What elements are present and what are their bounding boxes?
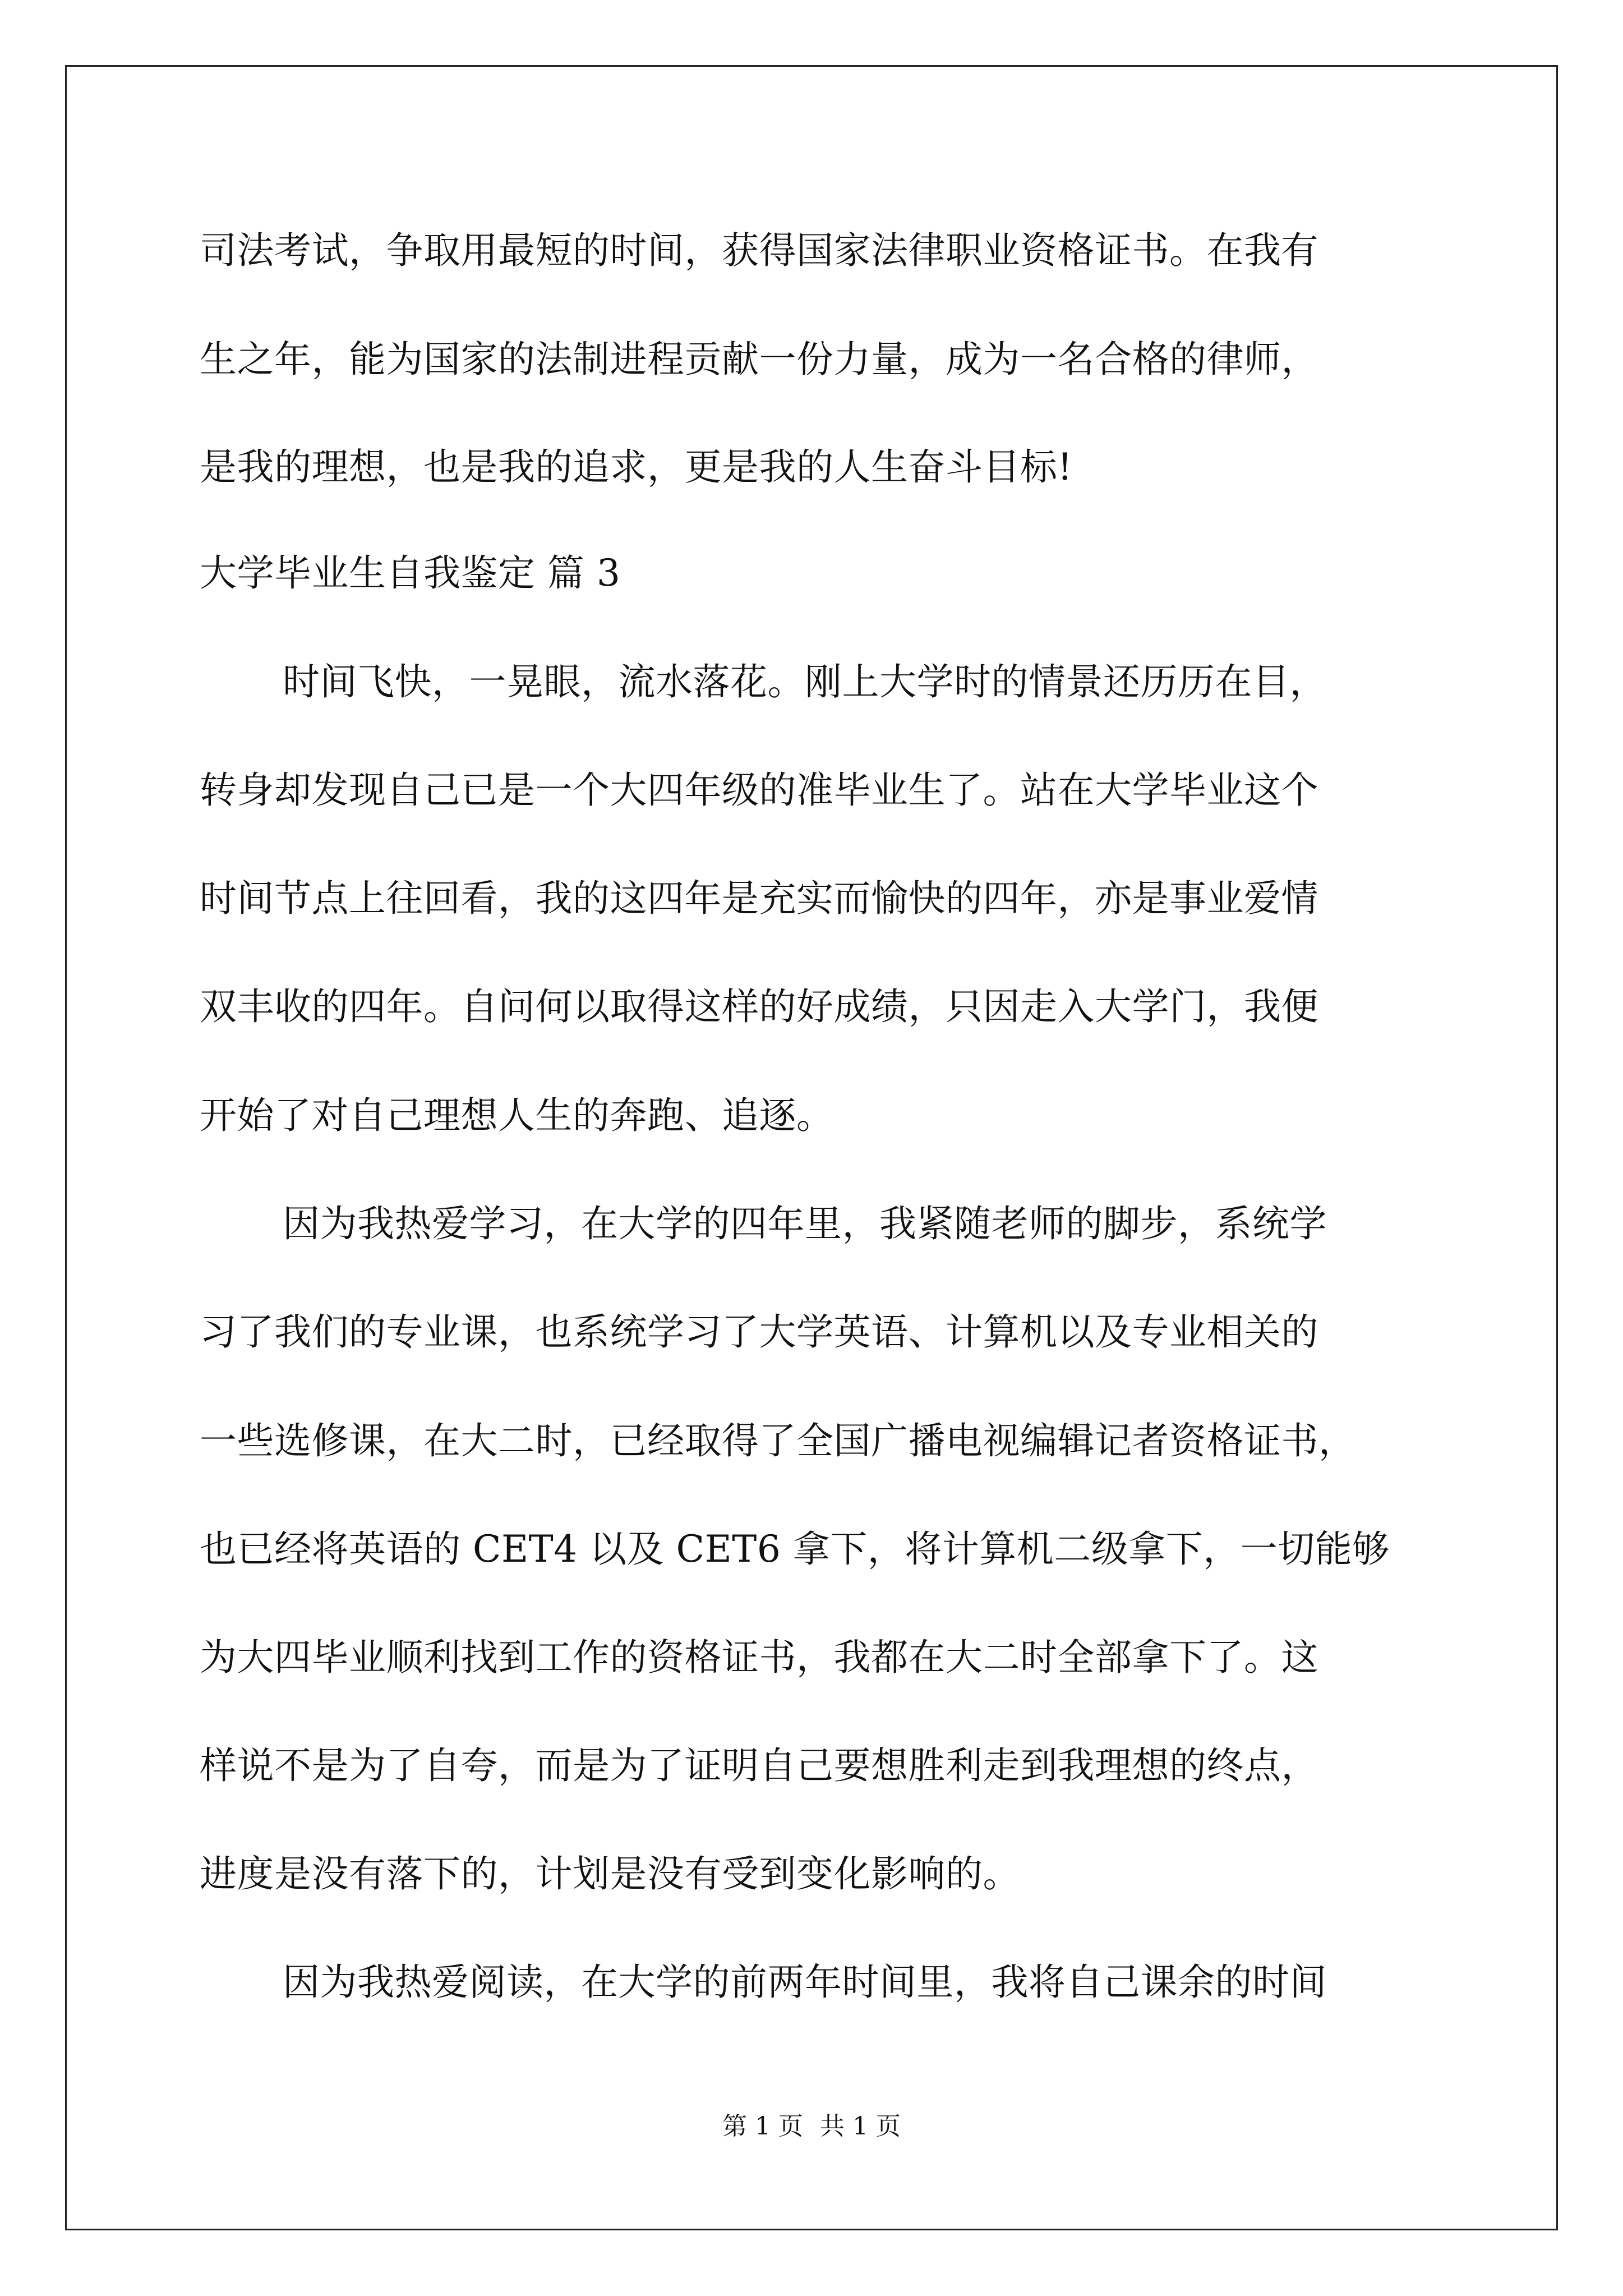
text-line: 时间节点上往回看，我的这四年是充实而愉快的四年，亦是事业爱情	[200, 877, 1318, 920]
text-line: 是我的理想，也是我的追求，更是我的人生奋斗目标!	[200, 445, 1073, 489]
paragraph-start: 因为我热爱学习，在大学的四年里，我紧随老师的脚步，系统学	[283, 1202, 1327, 1245]
text-line: 为大四毕业顺利找到工作的资格证书，我都在大二时全部拿下了。这	[200, 1636, 1318, 1679]
text-line: 习了我们的专业课，也系统学习了大学英语、计算机以及专业相关的	[200, 1310, 1318, 1354]
page-number: 第 1 页	[722, 2112, 803, 2141]
section-heading: 大学毕业生自我鉴定 篇 3	[200, 551, 621, 595]
text-line: 也已经将英语的 CET4 以及 CET6 拿下，将计算机二级拿下，一切能够	[200, 1527, 1390, 1571]
text-line: 转身却发现自己已是一个大四年级的准毕业生了。站在大学毕业这个	[200, 769, 1318, 812]
text-line: 进度是没有落下的，计划是没有受到变化影响的。	[200, 1852, 1020, 1895]
paragraph-start: 因为我热爱阅读，在大学的前两年时间里，我将自己课余的时间	[283, 1961, 1327, 2004]
paragraph-start: 时间飞快，一晃眼，流水落花。刚上大学时的情景还历历在目，	[283, 660, 1327, 703]
text-line: 开始了对自己理想人生的奔跑、追逐。	[200, 1094, 834, 1137]
page-border	[65, 65, 1558, 2230]
text-line: 生之年，能为国家的法制进程贡献一份力量，成为一名合格的律师，	[200, 338, 1318, 381]
text-line: 样说不是为了自夸，而是为了证明自己要想胜利走到我理想的终点，	[200, 1744, 1318, 1787]
text-line: 司法考试，争取用最短的时间，获得国家法律职业资格证书。在我有	[200, 229, 1318, 272]
text-line: 双丰收的四年。自问何以取得这样的好成绩，只因走入大学门，我便	[200, 985, 1318, 1028]
page-footer	[0, 2112, 1623, 2141]
page-total: 共 1 页	[820, 2112, 901, 2141]
text-line: 一些选修课，在大二时，已经取得了全国广播电视编辑记者资格证书，	[200, 1419, 1356, 1462]
